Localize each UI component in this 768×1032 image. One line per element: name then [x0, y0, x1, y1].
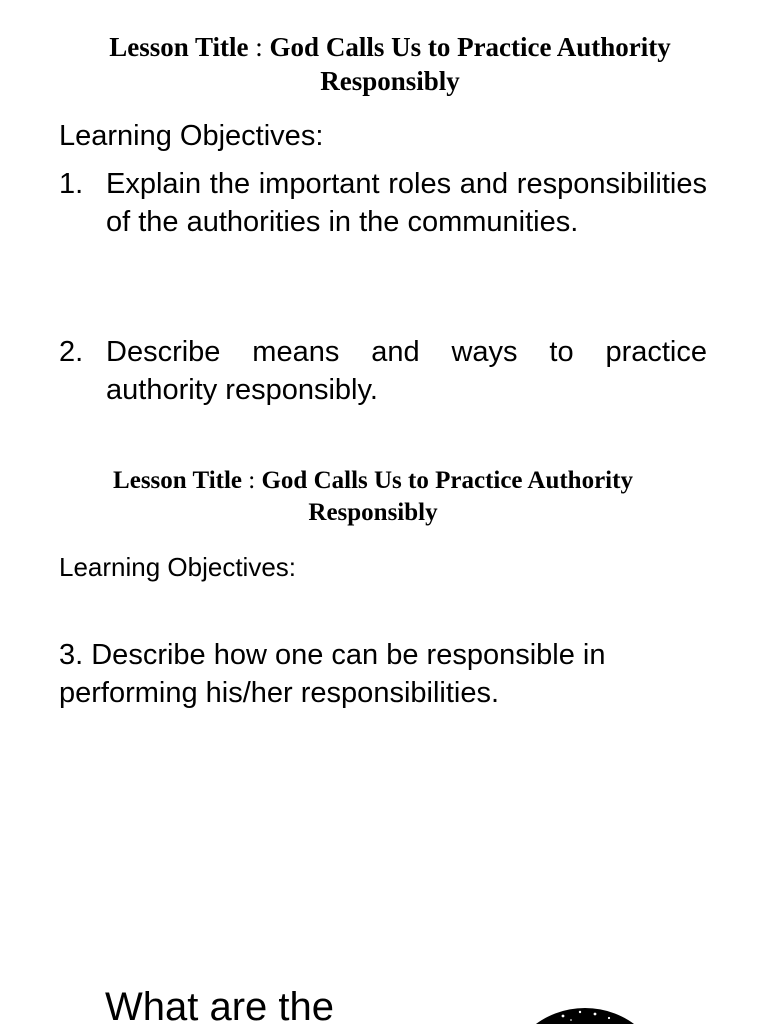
slide1-objective-2: [59, 333, 707, 409]
slide1-objective-1-number: 1.: [59, 168, 84, 200]
slide2-objectives-heading: Learning Objectives:: [59, 552, 297, 582]
slide1-objective-2-text: Describe means and ways to practice authority responsibly.: [106, 336, 707, 406]
slide1-objective-1-text: Explain the important roles and responsibilities of the authorities in the communities.: [106, 168, 707, 238]
slide3-question-text: What are the: [105, 985, 335, 1029]
slide2-lesson-title: [50, 465, 696, 529]
slide1-objectives-heading: Learning Objectives:: [59, 120, 324, 152]
slide1-title-text: God Calls Us to Practice Authority Responsibly: [269, 32, 671, 96]
slide1-lesson-title: [40, 30, 740, 98]
slide2-title-separator: :: [242, 467, 262, 494]
slide1-title-separator: :: [248, 32, 270, 62]
slide2-title-text: God Calls Us to Practice Authority Responsibly: [261, 467, 633, 526]
slide1-title-label: Lesson Title: [109, 32, 249, 62]
slide1-objective-2-number: 2.: [59, 336, 84, 368]
slide1-objective-1: [59, 165, 707, 241]
slide2-title-label: Lesson Title: [113, 467, 243, 494]
slide2-objective-3: 3. Describe how one can be responsible in performing his/her responsibilities.: [59, 639, 606, 709]
dark-circle-image: [505, 1000, 665, 1024]
